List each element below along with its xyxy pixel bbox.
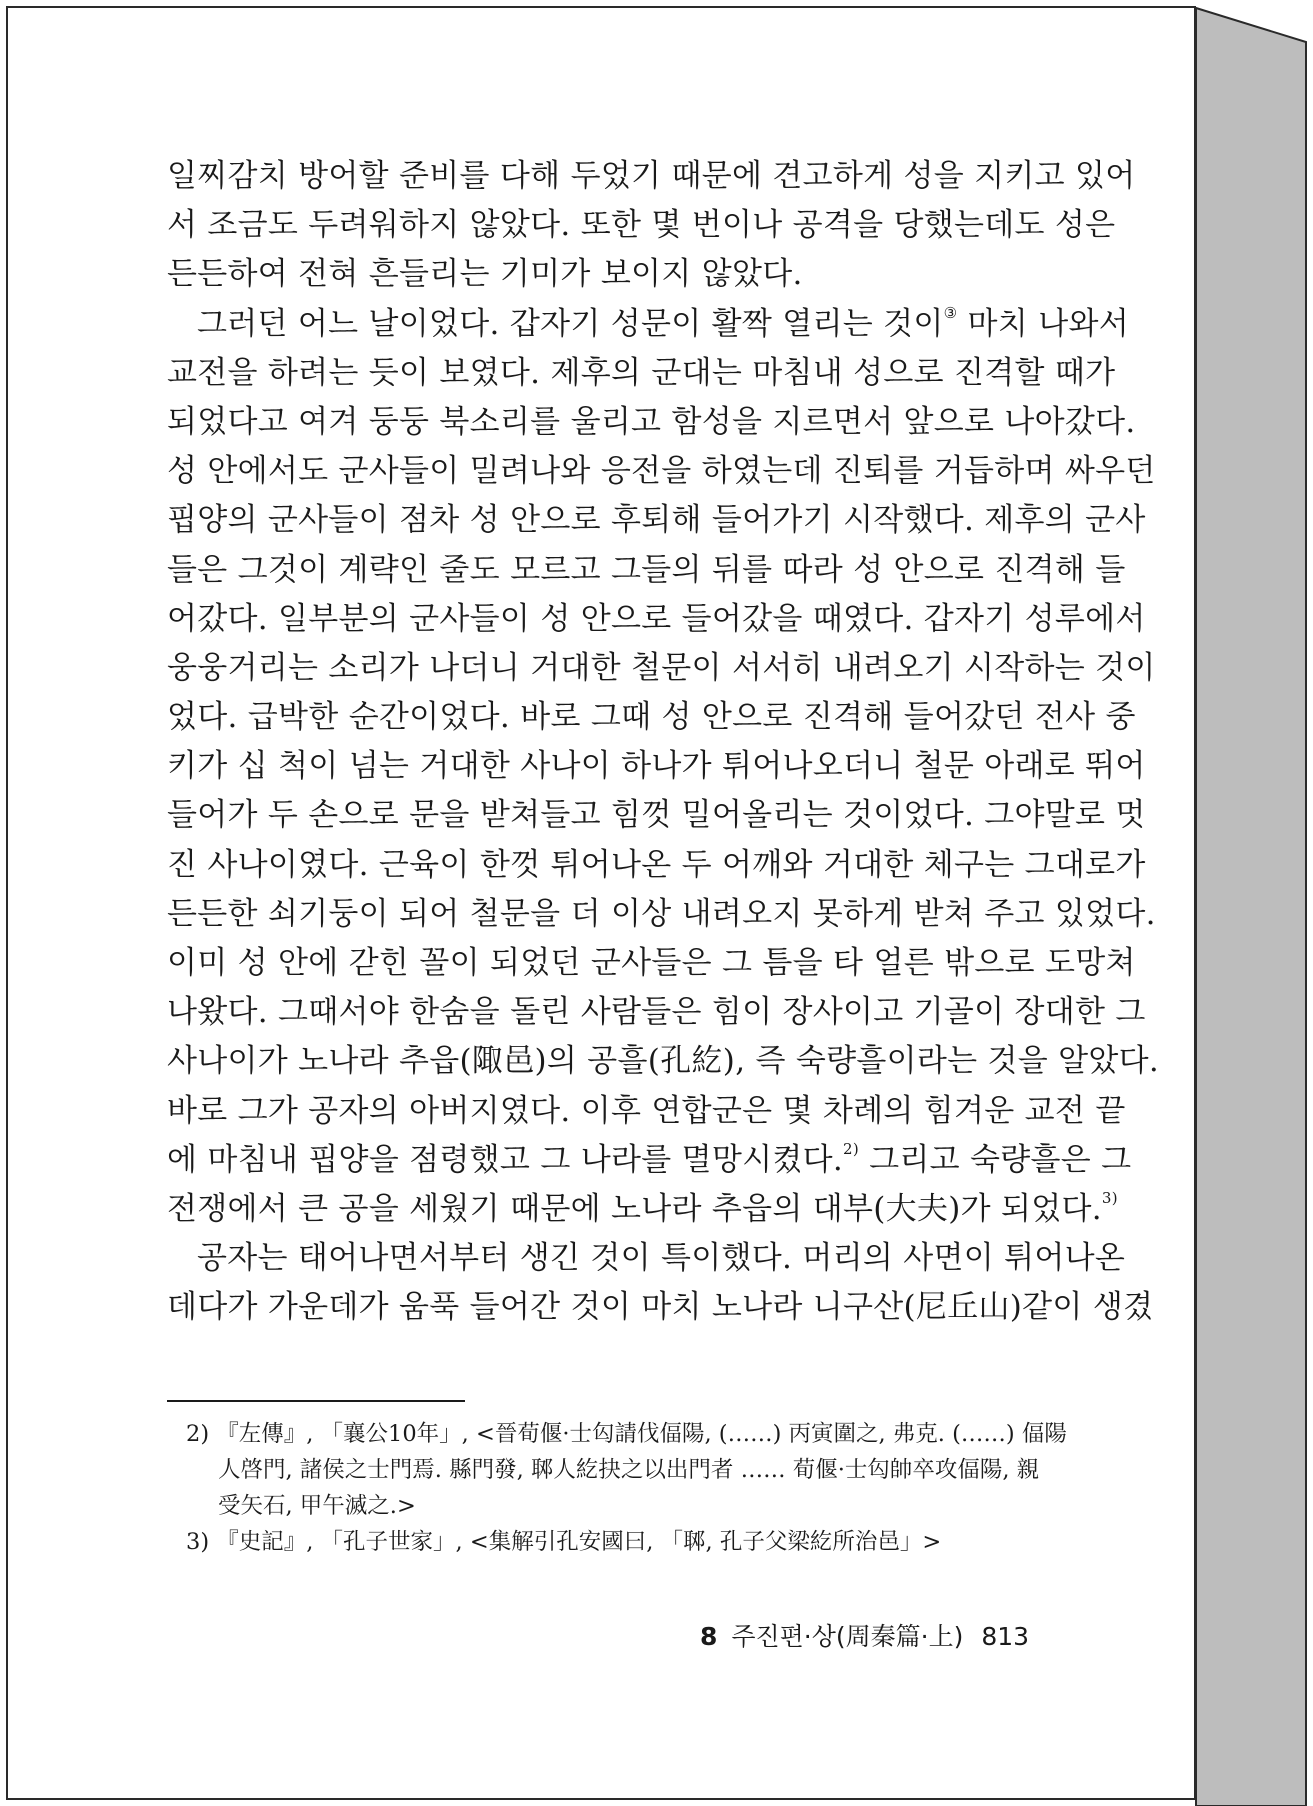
body-text bbox=[167, 152, 1160, 1333]
text-line: 일찌감치 방어할 준비를 다해 두었기 때문에 견고하게 성을 지키고 있어 bbox=[167, 158, 1136, 194]
footnote-marker: ③ bbox=[943, 303, 958, 322]
text-line: 나왔다. 그때서야 한숨을 돌린 사람들은 힘이 장사이고 기골이 장대한 그 bbox=[167, 994, 1146, 1031]
footnotes bbox=[186, 1416, 1066, 1560]
text-line: 교전을 하려는 듯이 보였다. 제후의 군대는 마침내 성으로 진격할 때가 bbox=[167, 354, 1116, 391]
chapter-title: 주진편·상(周秦篇·上) bbox=[731, 1622, 964, 1651]
text-line: 핍양의 군사들이 점차 성 안으로 후퇴해 들어가기 시작했다. 제후의 군사 bbox=[167, 502, 1146, 539]
text-line bbox=[167, 300, 1129, 349]
text-line: 든든한 쇠기둥이 되어 철문을 더 이상 내려오지 못하게 받쳐 주고 있었다. bbox=[167, 895, 1156, 932]
text-line: 성 안에서도 군사들이 밀려나와 응전을 하였는데 진퇴를 거듭하며 싸우던 bbox=[167, 453, 1156, 490]
text-line: 든든하여 전혀 흔들리는 기미가 보이지 않았다. bbox=[167, 256, 803, 293]
text-line: 웅웅거리는 소리가 나더니 거대한 철문이 서서히 내려오기 시작하는 것이 bbox=[167, 649, 1156, 686]
text-line bbox=[167, 1136, 1132, 1185]
text-line: 이미 성 안에 갇힌 꼴이 되었던 군사들은 그 틈을 타 얼른 밖으로 도망쳐 bbox=[167, 945, 1136, 981]
text-line: 데다가 가운데가 움푹 들어간 것이 마치 노나라 니구산(尼丘山)같이 생겼 bbox=[167, 1289, 1154, 1326]
text-line-part: 그리고 숙량흘은 그 bbox=[859, 1141, 1132, 1178]
footnote-3: 3) 『史記』, 「孔子世家」, <集解引孔安國曰, 「郰, 孔子父梁紇所治邑」> bbox=[186, 1529, 942, 1555]
text-line-part: 에 마침내 핍양을 점령했고 그 나라를 멸망시켰다. bbox=[167, 1141, 843, 1178]
page-footer bbox=[700, 1617, 1040, 1653]
footnote-marker: 2) bbox=[843, 1139, 859, 1158]
text-line: 공자는 태어나면서부터 생긴 것이 특이했다. 머리의 사면이 튀어나온 bbox=[197, 1240, 1126, 1277]
footnote-marker: 3) bbox=[1101, 1188, 1118, 1207]
footnote-2-cont: 受矢石, 甲午滅之.> bbox=[218, 1493, 416, 1519]
text-line-part: 전쟁에서 큰 공을 세웠기 때문에 노나라 추읍의 대부(大夫)가 되었다. bbox=[167, 1190, 1102, 1227]
text-line: 되었다고 여겨 둥둥 북소리를 울리고 함성을 지르면서 앞으로 나아갔다. bbox=[167, 403, 1136, 440]
text-line: 어갔다. 일부분의 군사들이 성 안으로 들어갔을 때였다. 갑자기 성루에서 bbox=[167, 600, 1146, 637]
text-line: 서 조금도 두려워하지 않았다. 또한 몇 번이나 공격을 당했는데도 성은 bbox=[167, 207, 1116, 244]
footnote-2-cont: 人啓門, 諸侯之士門焉. 縣門發, 郰人紇抉之以出門者 …… 荀偃·士匃帥卒攻偪陽, 親 bbox=[218, 1457, 1040, 1483]
text-line: 키가 십 척이 넘는 거대한 사나이 하나가 튀어나오더니 철문 아래로 뛰어 bbox=[167, 748, 1146, 785]
text-line bbox=[167, 1185, 1118, 1234]
text-line: 었다. 급박한 순간이었다. 바로 그때 성 안으로 진격해 들어갔던 전사 중 bbox=[167, 699, 1136, 736]
page-number: 813 bbox=[981, 1622, 1030, 1651]
footnote-separator bbox=[167, 1400, 465, 1402]
text-line: 진 사나이였다. 근육이 한껏 튀어나온 두 어깨와 거대한 체구는 그대로가 bbox=[167, 846, 1146, 883]
text-line-part: 마치 나와서 bbox=[957, 305, 1129, 342]
text-line: 바로 그가 공자의 아버지였다. 이후 연합군은 몇 차례의 힘겨운 교전 끝 bbox=[167, 1092, 1126, 1129]
text-line: 들어가 두 손으로 문을 받쳐들고 힘껏 밀어올리는 것이었다. 그야말로 멋 bbox=[167, 797, 1146, 834]
text-line-part: 그러던 어느 날이었다. 갑자기 성문이 활짝 열리는 것이 bbox=[197, 305, 944, 342]
text-line: 사나이가 노나라 추읍(陬邑)의 공흘(孔紇), 즉 숙량흘이라는 것을 알았다. bbox=[167, 1043, 1160, 1080]
text-line: 들은 그것이 계략인 줄도 모르고 그들의 뒤를 따라 성 안으로 진격해 들 bbox=[167, 551, 1126, 588]
footnote-2: 2) 『左傳』, 「襄公10年」, <晉荀偃·士匃請伐偪陽, (……) 丙寅圍之, 弗克. (……) 偪陽 bbox=[186, 1421, 1067, 1447]
chapter-number: 8 bbox=[700, 1622, 718, 1651]
